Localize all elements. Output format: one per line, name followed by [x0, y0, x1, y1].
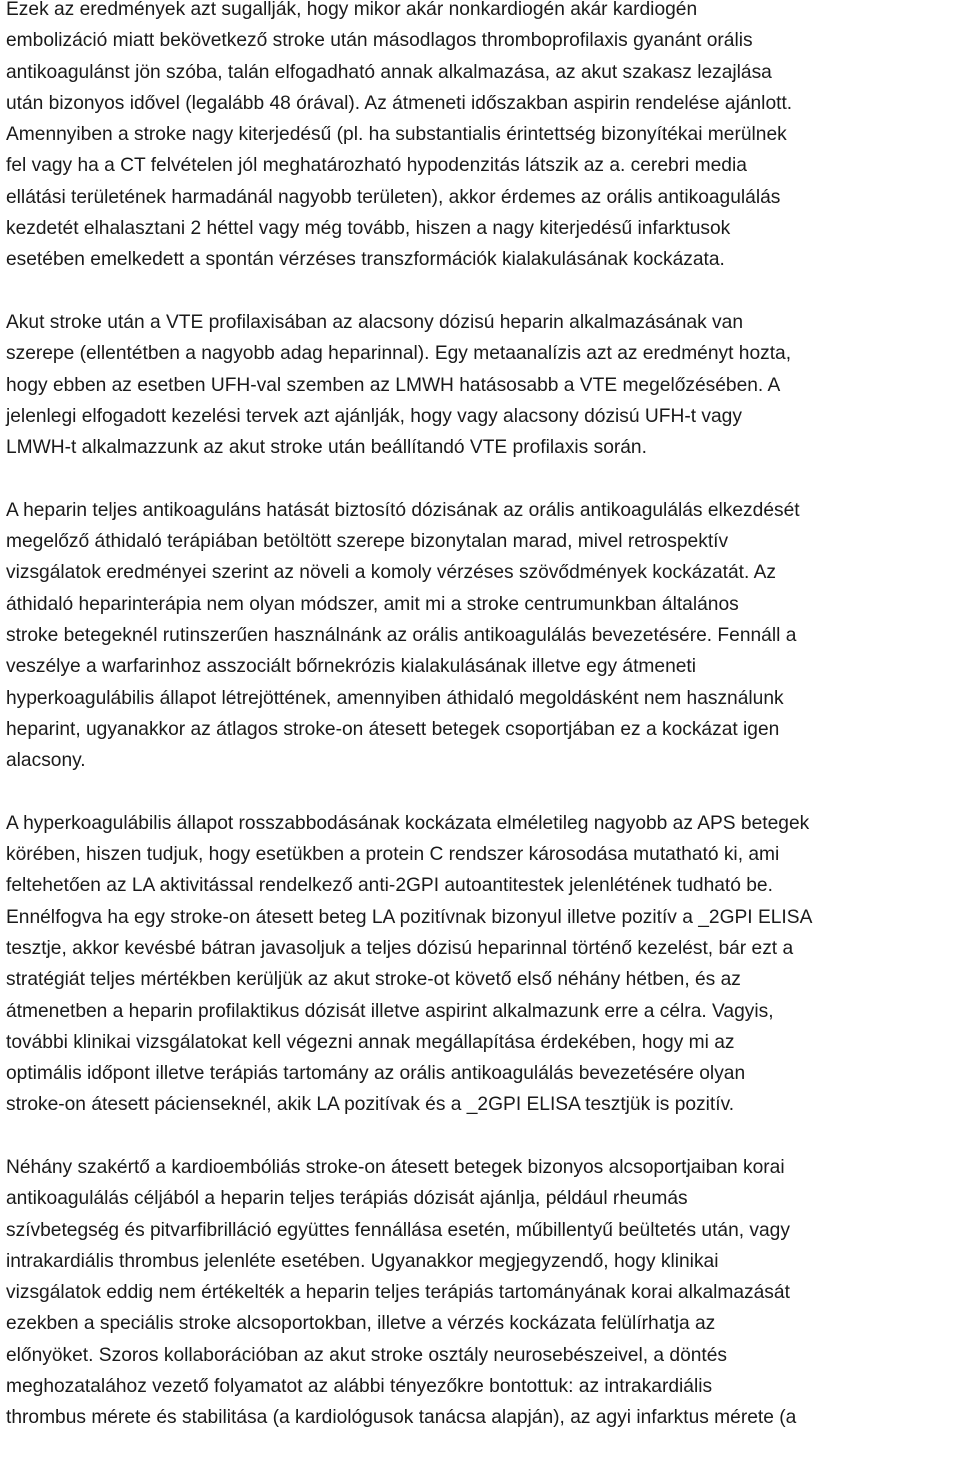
text-line: meghozatalához vezető folyamatot az alábbi tényezőkre bontottuk: az intrakardiális	[6, 1376, 713, 1398]
text-line: hogy ebben az esetben UFH-val szemben az LMWH hatásosabb a VTE megelőzésében. A	[6, 374, 781, 396]
text-line: fel vagy ha a CT felvételen jól meghatározható hypodenzitás látszik az a. cerebri media	[6, 155, 747, 177]
text-line: ellátási területének harmadánál nagyobb területen), akkor érdemes az orális antikoagulálás	[6, 186, 781, 208]
text-line: tesztje, akkor kevésbé bátran javasoljuk a teljes dózisú heparinnal történő kezelést, bár ezt a	[6, 937, 794, 959]
body-paragraph	[6, 307, 958, 463]
text-line: feltehetően az LA aktivitással rendelkező anti-2GPI autoantitestek jelenlétének tudható be.	[6, 875, 773, 897]
text-line: Ennélfogva ha egy stroke-on átesett beteg LA pozitívnak bizonyul illetve pozitív a _2GPI ELISA	[6, 906, 813, 928]
text-line: hyperkoagulábilis állapot létrejöttének, amennyiben áthidaló megoldásként nem használunk	[6, 687, 784, 709]
text-line: Akut stroke után a VTE profilaxisában az alacsony dózisú heparin alkalmazásának van	[6, 311, 743, 333]
body-paragraph	[6, 1152, 958, 1434]
text-line: A heparin teljes antikoaguláns hatását biztosító dózisának az orális antikoagulálás elkezdését	[6, 499, 800, 521]
text-line: további klinikai vizsgálatokat kell végezni annak megállapítása érdekében, hogy mi az	[6, 1031, 735, 1053]
text-line: Néhány szakértő a kardioembóliás stroke-on átesett betegek bizonyos alcsoportjaiban korai	[6, 1156, 785, 1178]
text-line: átmenetben a heparin profilaktikus dózisát illetve aspirint alkalmazunk erre a célra. Vagyis,	[6, 1000, 774, 1022]
body-paragraph	[6, 0, 958, 276]
body-paragraph	[6, 808, 958, 1121]
text-line: szerepe (ellentétben a nagyobb adag heparinnal). Egy metaanalízis azt az eredményt hozta,	[6, 343, 792, 365]
text-line: jelenlegi elfogadott kezelési tervek azt ajánlják, hogy vagy alacsony dózisú UFH-t vagy	[6, 405, 742, 427]
text-line: A hyperkoagulábilis állapot rosszabbodásának kockázata elméletileg nagyobb az APS betegek	[6, 812, 810, 834]
text-line: Ezek az eredmények azt sugallják, hogy mikor akár nonkardiogén akár kardiogén	[6, 0, 698, 20]
text-line: embolizáció miatt bekövetkező stroke után másodlagos thromboprofilaxis gyanánt orális	[6, 30, 753, 52]
text-line: LMWH-t alkalmazzunk az akut stroke után beállítandó VTE profilaxis során.	[6, 437, 647, 459]
text-line: optimális időpont illetve terápiás tartomány az orális antikoagulálás bevezetésére olyan	[6, 1063, 746, 1085]
body-paragraph	[6, 495, 958, 777]
text-line: thrombus mérete és stabilitása (a kardiológusok tanácsa alapján), az agyi infarktus mérete (a	[6, 1407, 797, 1429]
text-line: stroke-on átesett pácienseknél, akik LA pozitívak és a _2GPI ELISA tesztjük is pozitív.	[6, 1094, 735, 1116]
text-line: után bizonyos idővel (legalább 48 órával). Az átmeneti időszakban aspirin rendelése ajánlott.	[6, 92, 793, 114]
text-line: áthidaló heparinterápia nem olyan módszer, amit mi a stroke centrumunkban általános	[6, 593, 739, 615]
text-line: előnyöket. Szoros kollaborációban az akut stroke osztály neurosebészeivel, a döntés	[6, 1344, 728, 1366]
text-line: veszélye a warfarinhoz asszociált bőrnekrózis kialakulásának illetve egy átmeneti	[6, 656, 697, 678]
text-line: körében, hiszen tudjuk, hogy esetükben a protein C rendszer károsodása mutatható ki, ami	[6, 844, 780, 866]
text-line: heparint, ugyanakkor az átlagos stroke-on átesett betegek csoportjában ez a kockázat igen	[6, 718, 780, 740]
text-line: stratégiát teljes mértékben kerüljük az akut stroke-ot követő első néhány hétben, és az	[6, 969, 741, 991]
text-line: szívbetegség és pitvarfibrilláció együttes fennállása esetén, műbillentyű beültetés után, vagy	[6, 1219, 790, 1241]
text-line: vizsgálatok eddig nem értékelték a heparin teljes terápiás tartományának korai alkalmazását	[6, 1282, 790, 1304]
text-line: ezekben a speciális stroke alcsoportokban, illetve a vérzés kockázata felülírhatja az	[6, 1313, 716, 1335]
text-line: esetében emelkedett a spontán vérzéses transzformációk kialakulásának kockázata.	[6, 249, 725, 271]
text-line: megelőző áthidaló terápiában betöltött szerepe bizonytalan marad, mivel retrospektív	[6, 531, 729, 553]
text-line: vizsgálatok eredményei szerint az növeli a komoly vérzéses szövődmények kockázatát. Az	[6, 562, 776, 584]
text-line: intrakardiális thrombus jelenléte esetében. Ugyanakkor megjegyzendő, hogy klinikai	[6, 1250, 719, 1272]
text-line: alacsony.	[6, 750, 86, 772]
text-line: antikoagulálás céljából a heparin teljes terápiás dózisát ajánlja, például rheumás	[6, 1188, 688, 1210]
text-line: kezdetét elhalasztani 2 héttel vagy még tovább, hiszen a nagy kiterjedésű infarktusok	[6, 218, 731, 240]
text-line: Amennyiben a stroke nagy kiterjedésű (pl. ha substantialis érintettség bizonyítékai merülnek	[6, 124, 787, 146]
document-page	[6, 0, 958, 1465]
text-line: stroke betegeknél rutinszerűen használnánk az orális antikoagulálás bevezetésére. Fennáll a	[6, 624, 797, 646]
text-line: antikoagulánst jön szóba, talán elfogadható annak alkalmazása, az akut szakasz lezajlása	[6, 61, 772, 83]
